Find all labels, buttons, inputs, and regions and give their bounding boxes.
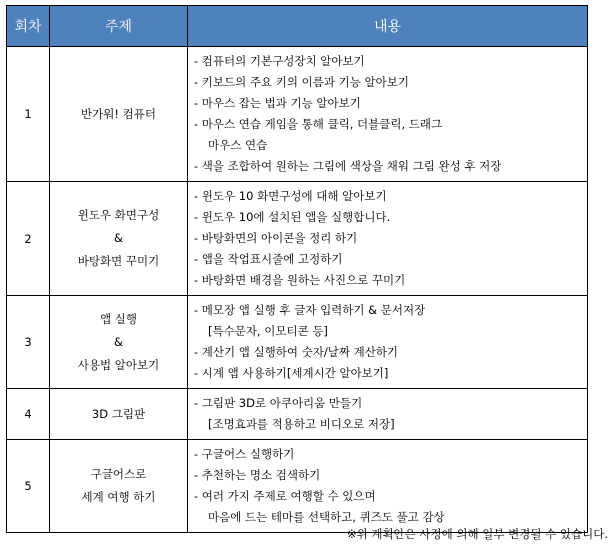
table-row: [7, 296, 588, 389]
table-header-row: [7, 6, 588, 47]
content-item: - 윈도우 10 화면구성에 대해 알아보기: [194, 189, 387, 203]
content-item: - 키보드의 주요 키의 이름과 기능 알아보기: [194, 75, 409, 89]
session-content: [188, 47, 588, 182]
session-number: 3: [7, 296, 50, 389]
table-row: [7, 440, 588, 533]
table-body: [7, 47, 588, 533]
topic-line: 구글어스로: [90, 467, 147, 481]
footnote: ※위 계획안은 사정에 의해 일부 변경될 수 있습니다.: [346, 527, 608, 541]
topic-line: 윈도우 화면구성: [77, 208, 160, 222]
content-item-continuation: 마우스 연습: [208, 138, 268, 152]
session-number: 2: [7, 182, 50, 296]
topic-line: 반가워! 컴퓨터: [81, 106, 156, 121]
content-item-continuation: 마음에 드는 테마를 선택하고, 퀴즈도 풀고 감상: [208, 510, 445, 524]
content-item: - 여러 가지 주제로 여행할 수 있으며: [194, 489, 376, 503]
content-item: - 색을 조합하여 원하는 그림에 색상을 채워 그림 완성 후 저장: [194, 159, 502, 173]
content-item: - 앱을 작업표시줄에 고정하기: [194, 252, 343, 266]
content-item: - 구글어스 실행하기: [194, 447, 295, 461]
table-row: [7, 47, 588, 182]
session-content: [188, 182, 588, 296]
content-item: - 추천하는 명소 검색하기: [194, 468, 321, 482]
content-item: - 마우스 연습 게임을 통해 클릭, 더블클릭, 드래그: [194, 117, 443, 131]
topic-line: 앱 실행: [100, 311, 137, 326]
content-item: - 시계 앱 사용하기[세계시간 알아보기]: [194, 366, 389, 380]
session-topic: [50, 440, 188, 533]
header-topic: 주제: [50, 6, 188, 47]
content-item: - 바탕화면의 아이콘을 정리 하기: [194, 231, 358, 245]
content-item: - 계산기 앱 실행하여 숫자/날짜 계산하기: [194, 345, 399, 359]
topic-line: 바탕화면 꾸미기: [77, 254, 160, 268]
session-topic: [50, 296, 188, 389]
topic-line: 사용법 알아보기: [77, 357, 160, 372]
content-item-continuation: [조명효과를 적용하고 비디오로 저장]: [208, 417, 395, 431]
table-row: [7, 182, 588, 296]
topic-line: &: [114, 334, 123, 349]
content-item: - 윈도우 10에 설치된 앱을 실행합니다.: [194, 210, 391, 224]
session-topic: [50, 47, 188, 182]
session-number: 4: [7, 389, 50, 440]
content-item: - 마우스 잡는 법과 기능 알아보기: [194, 96, 361, 110]
content-item-continuation: [특수문자, 이모티콘 등]: [208, 324, 328, 338]
session-topic: [50, 389, 188, 440]
table-row: [7, 389, 588, 440]
session-topic: [50, 182, 188, 296]
curriculum-table-wrapper: [6, 5, 588, 533]
session-content: [188, 440, 588, 533]
header-content: 내용: [188, 6, 588, 47]
content-item: - 그림판 3D로 아쿠아리움 만들기: [194, 396, 363, 410]
session-content: [188, 389, 588, 440]
session-number: 5: [7, 440, 50, 533]
topic-line: &: [114, 231, 123, 245]
curriculum-table: [6, 5, 588, 533]
header-session: 회차: [7, 6, 50, 47]
topic-line: 세계 여행 하기: [81, 490, 156, 504]
content-item: - 컴퓨터의 기본구성장치 알아보기: [194, 54, 365, 68]
topic-line: 3D 그림판: [91, 406, 146, 421]
content-item: - 바탕화면 배경을 원하는 사진으로 꾸미기: [194, 273, 406, 287]
session-number: 1: [7, 47, 50, 182]
session-content: [188, 296, 588, 389]
content-item: - 메모장 앱 실행 후 글자 입력하기 & 문서저장: [194, 303, 426, 317]
